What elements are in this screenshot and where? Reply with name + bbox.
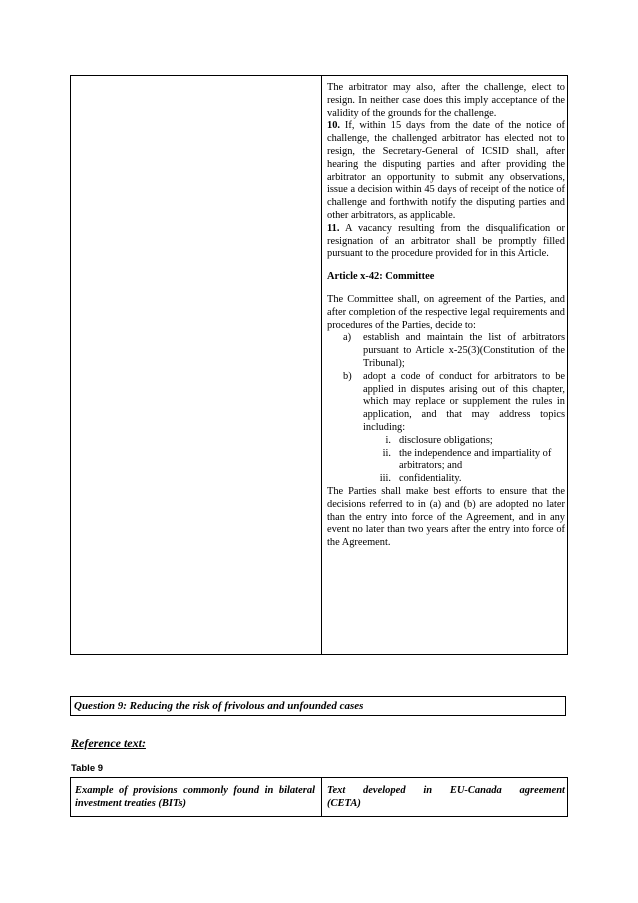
subitem-marker: ii.	[382, 447, 391, 459]
list-marker: b)	[343, 370, 352, 382]
header-word: EU-Canada	[449, 785, 502, 796]
paragraph-number: 11.	[327, 222, 340, 234]
list-item-text: adopt a code of conduct for arbitrators to be applied in disputes arising out of this chapter, which may replace or supplement the rules in application, and that may address topics including:	[363, 370, 565, 433]
header-line-1	[327, 784, 565, 797]
header-word: in	[423, 785, 433, 796]
header-word: Text	[327, 785, 346, 796]
reference-heading: Reference text:	[71, 736, 146, 750]
ceta-text-cell	[327, 82, 565, 550]
column-divider	[321, 778, 322, 816]
header-line-2: (CETA)	[327, 798, 361, 809]
question-heading-box: Question 9: Reducing the risk of frivolous and unfounded cases	[70, 696, 566, 716]
list-item-a	[327, 332, 565, 370]
subitem-i	[327, 435, 565, 448]
subitem-marker: iii.	[379, 473, 391, 485]
paragraph-resign: The arbitrator may also, after the challenge, elect to resign. In neither case does this imply acceptance of the validity of the grounds for the challenge.	[327, 82, 565, 119]
list-item-text: establish and maintain the list of arbitrators pursuant to Article x-25(3)(Constitution of the Tribunal);	[363, 332, 565, 369]
paragraph-text: A vacancy resulting from the disqualification or resignation of an arbitrator shall be promptly filled pursuant to the procedure provided for in this Article.	[327, 222, 565, 260]
provisions-table-continued	[70, 75, 568, 655]
column-divider	[321, 76, 322, 654]
table-label: Table 9	[71, 763, 104, 774]
list-item-b	[327, 371, 565, 435]
comparison-table-header	[70, 777, 568, 817]
subitem-text: confidentiality.	[399, 473, 462, 485]
paragraph-text: If, within 15 days from the date of the notice of challenge, the challenged arbitrator has elected not to resign, the Secretary-General of ICSID shall, after hearing the disputing parties and after providing the arbitrator an opportunity to submit any observations, issue a decision within 45 days of receipt of the notice of challenge and forthwith notify the disputing parties and other arbitrators, as applicable.	[327, 120, 565, 221]
subitem-text: disclosure obligations;	[399, 434, 493, 446]
paragraph-number: 10.	[327, 120, 340, 132]
article-title: Article x-42: Committee	[327, 271, 435, 283]
header-word: agreement	[519, 785, 565, 796]
subitem-ii	[327, 448, 565, 474]
list-marker: a)	[343, 332, 352, 344]
subitem-marker: i.	[385, 434, 391, 446]
subitem-text: the independence and impartiality of arbitrators; and	[399, 447, 552, 472]
ceta-column-header	[327, 784, 565, 810]
subitem-iii	[327, 473, 565, 486]
header-word: developed	[363, 785, 406, 796]
committee-intro: The Committee shall, on agreement of the Parties, and after completion of the respective legal requirements and procedures of the Parties, decide to:	[327, 293, 565, 331]
paragraph-11	[327, 223, 565, 261]
closing-paragraph: The Parties shall make best efforts to ensure that the decisions referred to in (a) and (b) are adopted no later than the entry into force of the Agreement, and in any event no later than two years after the entry into force of the Agreement.	[327, 485, 565, 549]
bits-column-header: Example of provisions commonly found in bilateral investment treaties (BITs)	[75, 785, 315, 809]
paragraph-10	[327, 120, 565, 222]
